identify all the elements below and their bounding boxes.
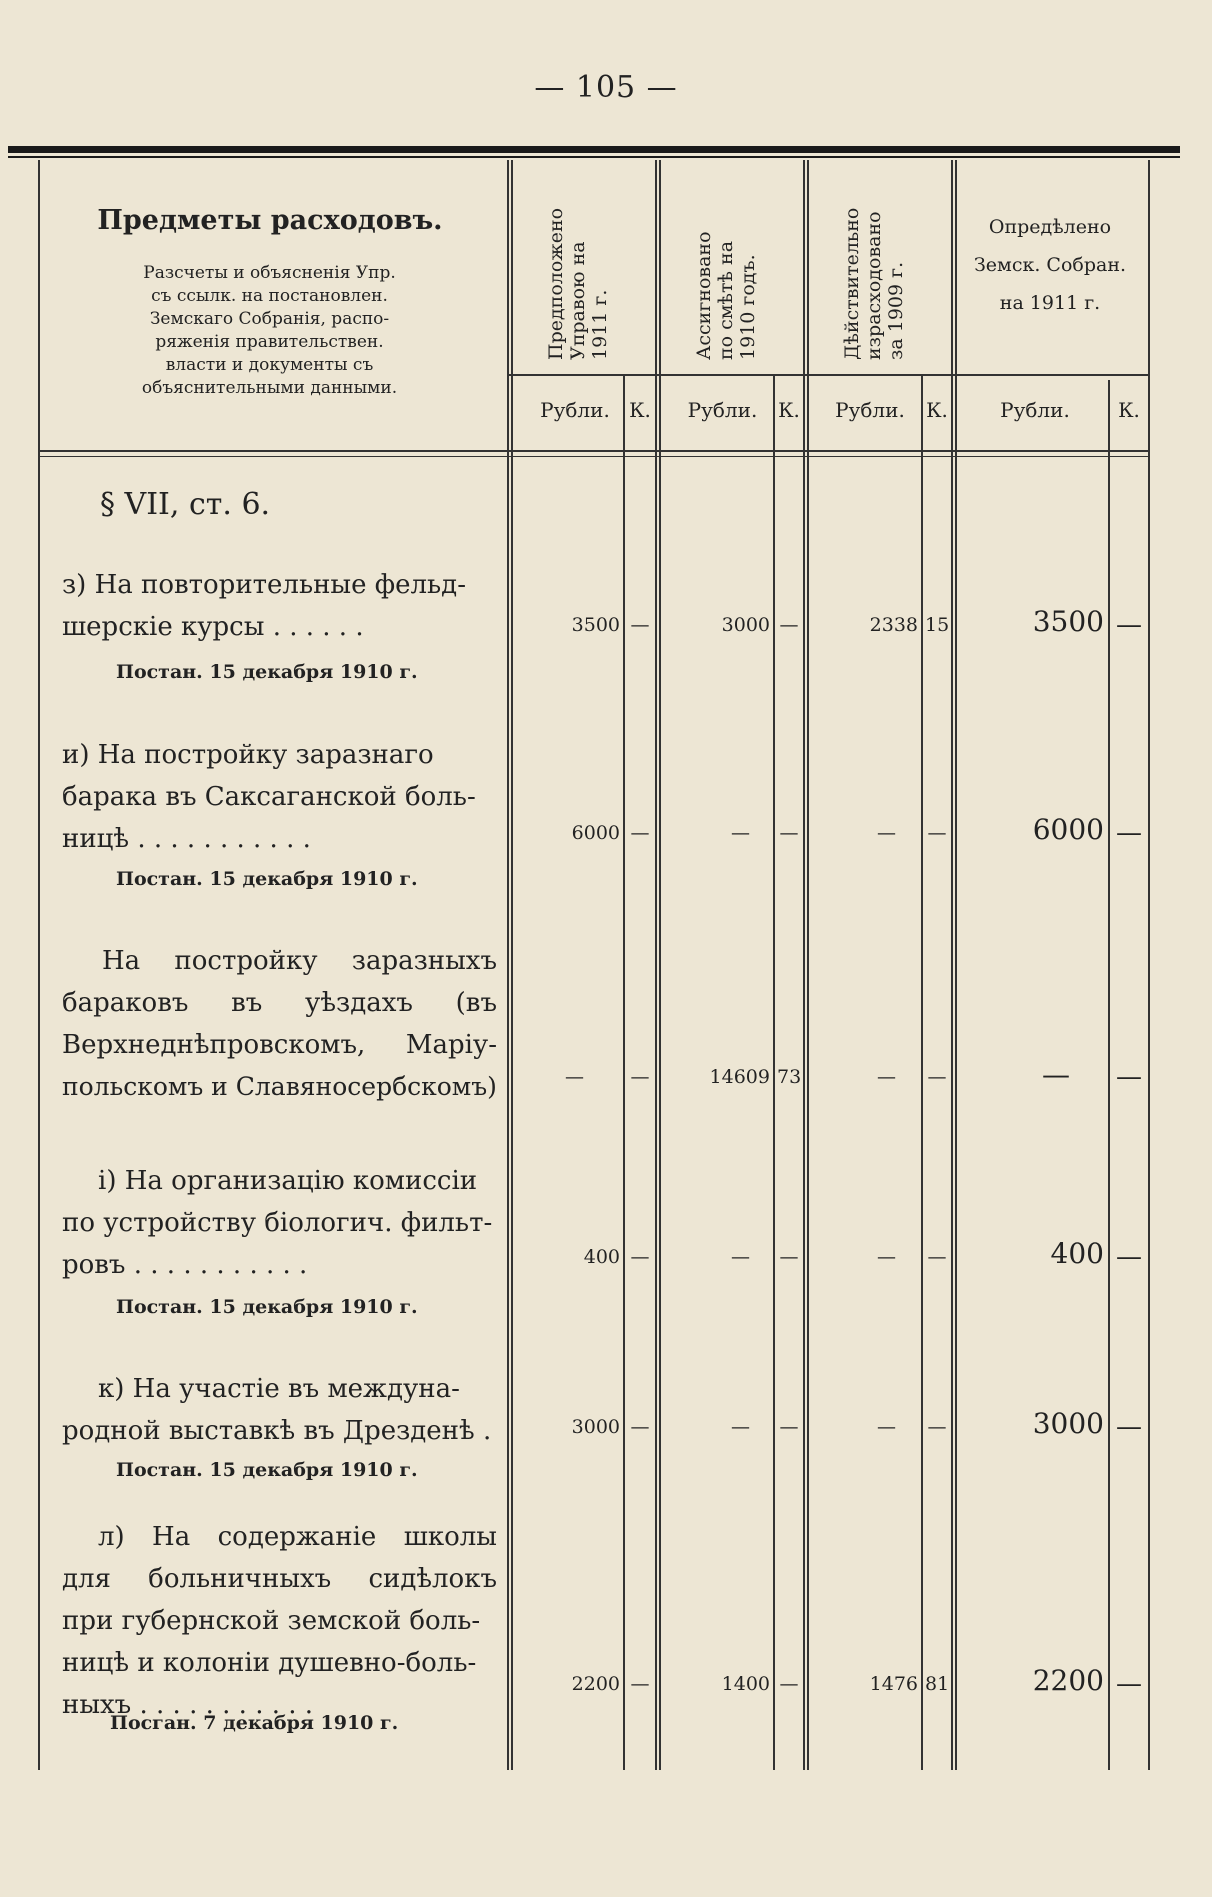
spent-rubles: —: [877, 1416, 896, 1438]
kop-divider-2: [773, 374, 775, 1770]
determined-kopecks: —: [1116, 1669, 1142, 1699]
assigned-rubles: —: [731, 1416, 750, 1438]
proposed-rubles: 400: [583, 1246, 620, 1268]
spent-kopecks: —: [927, 1066, 947, 1088]
resolution-note: Постан. 15 декабря 1910 г.: [116, 1459, 418, 1481]
spent-rubles: 1476: [869, 1673, 918, 1695]
determined-rubles: 400: [1050, 1237, 1104, 1270]
proposed-kopecks: —: [630, 614, 650, 636]
proposed-rubles: 6000: [571, 822, 620, 844]
unit-rubles-1: Рубли.: [540, 398, 610, 422]
proposed-kopecks: —: [630, 1246, 650, 1268]
expense-item-text: л) На содержаніе школы для больничныхъ сидѣлокъ при губернской земской боль- ницѣ и колоніи душевно-боль- ныхъ . . . . . . . . . . .: [62, 1522, 497, 1720]
description-line: объяснительными данными.: [141, 378, 398, 398]
proposed-rubles: 3000: [571, 1416, 620, 1438]
header-description: [92, 262, 447, 400]
assigned-rubles: —: [731, 822, 750, 844]
unit-kopecks-4: К.: [1118, 398, 1140, 422]
determined-kopecks: —: [1116, 818, 1142, 848]
assigned-kopecks: —: [779, 1416, 799, 1438]
determined-rubles: 3000: [1032, 1407, 1104, 1440]
expense-item-text: и) На постройку заразнаго барака въ Саксаганской боль- ницѣ . . . . . . . . . . .: [62, 740, 476, 854]
kop-divider-4: [1108, 380, 1110, 1770]
unit-rubles-4: Рубли.: [1000, 398, 1070, 422]
spent-kopecks: —: [927, 822, 947, 844]
assigned-rubles: 14609: [709, 1066, 770, 1088]
header-bottom-rule-2: [40, 456, 1150, 457]
determined-rubles: 2200: [1032, 1664, 1104, 1697]
proposed-kopecks: —: [630, 822, 650, 844]
unit-kopecks-1: К.: [629, 398, 651, 422]
proposed-rubles: 3500: [571, 614, 620, 636]
column-divider-2: [655, 160, 657, 1770]
top-rule-thin: [8, 156, 1180, 158]
description-line: ряженія правительствен.: [155, 332, 384, 352]
table-border-right: [1148, 160, 1150, 1770]
assigned-kopecks: 73: [777, 1066, 802, 1088]
description-line: съ ссылк. на постановлен.: [151, 286, 388, 306]
spent-rubles: —: [877, 822, 896, 844]
determined-kopecks: —: [1116, 1412, 1142, 1442]
section-heading: § VII, ст. 6.: [100, 487, 271, 522]
spent-kopecks: —: [927, 1246, 947, 1268]
column-divider-4: [951, 160, 953, 1770]
determined-kopecks: —: [1116, 1242, 1142, 1272]
expense-item-text: з) На повторительные фельд- шерскіе курсы . . . . . .: [62, 570, 466, 642]
assigned-rubles: 3000: [721, 614, 770, 636]
header-sub-rule: [509, 374, 1150, 376]
column-header-assigned: Ассигновано по смѣтѣ на 1910 годъ.: [693, 231, 759, 360]
resolution-note: Посган. 7 декабря 1910 г.: [110, 1712, 399, 1734]
determined-kopecks: —: [1116, 610, 1142, 640]
expense-item-text: На постройку заразныхъ бараковъ въ уѣздахъ (въ Верхнеднѣпровскомъ, Маріу- польскомъ и Славяносербскомъ): [62, 946, 497, 1101]
spent-kopecks: 81: [925, 1673, 950, 1695]
top-rule-thick: [8, 146, 1180, 153]
unit-rubles-3: Рубли.: [835, 398, 905, 422]
resolution-note: Постан. 15 декабря 1910 г.: [116, 868, 418, 890]
column-header-determined: Опредѣлено Земск. Собран. на 1911 г.: [973, 216, 1127, 314]
proposed-kopecks: —: [630, 1066, 650, 1088]
spent-kopecks: —: [927, 1416, 947, 1438]
proposed-rubles: 2200: [571, 1673, 620, 1695]
spent-kopecks: 15: [925, 614, 950, 636]
assigned-kopecks: —: [779, 1246, 799, 1268]
spent-rubles: —: [877, 1066, 896, 1088]
assigned-rubles: —: [731, 1246, 750, 1268]
proposed-kopecks: —: [630, 1673, 650, 1695]
description-line: власти и документы съ: [165, 355, 374, 375]
header-bottom-rule: [40, 450, 1150, 452]
determined-rubles: —: [1042, 1058, 1070, 1091]
determined-kopecks: —: [1116, 1062, 1142, 1092]
kop-divider-1: [623, 374, 625, 1770]
assigned-kopecks: —: [779, 1673, 799, 1695]
assigned-kopecks: —: [779, 822, 799, 844]
expense-item-text: к) На участіе въ междуна- родной выставкѣ въ Дрезденѣ .: [62, 1374, 492, 1446]
proposed-kopecks: —: [630, 1416, 650, 1438]
expense-item-text: і) На организацію комиссіи по устройству біологич. фильт- ровъ . . . . . . . . . . .: [62, 1166, 493, 1280]
unit-kopecks-2: К.: [778, 398, 800, 422]
description-line: Разсчеты и объясненія Упр.: [143, 263, 396, 283]
column-divider-3: [803, 160, 805, 1770]
spent-rubles: —: [877, 1246, 896, 1268]
proposed-rubles: —: [565, 1066, 584, 1088]
determined-rubles: 6000: [1032, 813, 1104, 846]
description-line: Земскаго Собранія, распо-: [149, 309, 390, 329]
column-header-spent: Дѣйствительно израсходовано за 1909 г.: [841, 207, 907, 360]
kop-divider-3: [921, 374, 923, 1770]
resolution-note: Постан. 15 декабря 1910 г.: [116, 661, 418, 683]
determined-rubles: 3500: [1032, 605, 1104, 638]
unit-kopecks-3: К.: [926, 398, 948, 422]
column-header-proposed: Предположено Управою на 1911 г.: [545, 207, 611, 360]
unit-rubles-2: Рубли.: [687, 398, 758, 422]
column-divider-1: [507, 160, 509, 1770]
resolution-note: Постан. 15 декабря 1910 г.: [116, 1296, 418, 1318]
page-number: — 105 —: [534, 70, 678, 105]
expense-items-title: Предметы расходовъ.: [97, 205, 443, 236]
assigned-kopecks: —: [779, 614, 799, 636]
assigned-rubles: 1400: [721, 1673, 770, 1695]
spent-rubles: 2338: [869, 614, 918, 636]
table-border-left: [38, 160, 40, 1770]
